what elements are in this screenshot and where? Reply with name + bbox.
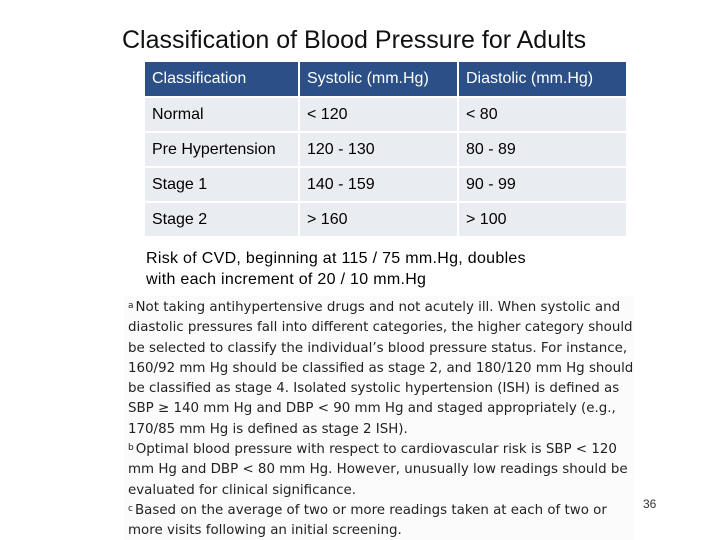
table-cell: Pre Hypertension — [145, 132, 299, 167]
table-cell: < 80 — [458, 97, 627, 132]
footnote — [128, 440, 634, 501]
table-cell: > 160 — [299, 202, 458, 237]
table-cell: 120 - 130 — [299, 132, 458, 167]
footnote-marker: a — [128, 301, 134, 311]
footnote — [128, 298, 634, 440]
table-cell: 90 - 99 — [458, 167, 627, 202]
bp-classification-table — [145, 62, 628, 238]
table-cell: > 100 — [458, 202, 627, 237]
column-header: Classification — [145, 62, 299, 97]
table-cell: 140 - 159 — [299, 167, 458, 202]
table-row — [145, 132, 627, 167]
risk-note-line: with each increment of 20 / 10 mm.Hg — [146, 271, 427, 288]
table-cell: < 120 — [299, 97, 458, 132]
footnote-text: Based on the average of two or more readings taken at each of two or more visits following an initial screening. — [128, 502, 607, 539]
footnote-marker: c — [128, 503, 133, 514]
table-cell: Stage 1 — [145, 167, 299, 202]
slide-title: Classification of Blood Pressure for Adults — [122, 26, 587, 54]
risk-note-line: Risk of CVD, beginning at 115 / 75 mm.Hg, doubles — [146, 250, 526, 267]
table-cell: Stage 2 — [145, 202, 299, 237]
table-cell: Normal — [145, 97, 299, 132]
table-header-row — [145, 62, 627, 97]
table-cell: 80 - 89 — [458, 132, 627, 167]
footnote — [128, 501, 634, 540]
risk-note — [146, 248, 626, 290]
table-row — [145, 167, 627, 202]
footnote-text: Not taking antihypertensive drugs and not acutely ill. When systolic and diastolic pressures fall into different categories, the higher category should be selected to classify the individual’s blood pressure status. For instance, 160/92 mm Hg should be classified as stage 2, and 180/120 mm Hg should be classified as stage 4. Isolated systolic hypertension (ISH) is defined as SBP ≥ 140 mm Hg and DBP < 90 mm Hg and staged appropriately (e.g., 170/85 mm Hg is defined as stage 2 ISH). — [128, 300, 634, 437]
table-row — [145, 202, 627, 237]
column-header: Systolic (mm.Hg) — [299, 62, 458, 97]
footnotes-image — [124, 296, 634, 540]
table-row — [145, 97, 627, 132]
column-header: Diastolic (mm.Hg) — [458, 62, 627, 97]
footnote-marker: b — [128, 443, 134, 454]
page-number: 36 — [643, 497, 657, 511]
footnote-text: Optimal blood pressure with respect to cardiovascular risk is SBP < 120 mm Hg and DBP < 80 mm Hg. However, unusually low readings should be evaluated for clinical significance. — [128, 442, 628, 498]
